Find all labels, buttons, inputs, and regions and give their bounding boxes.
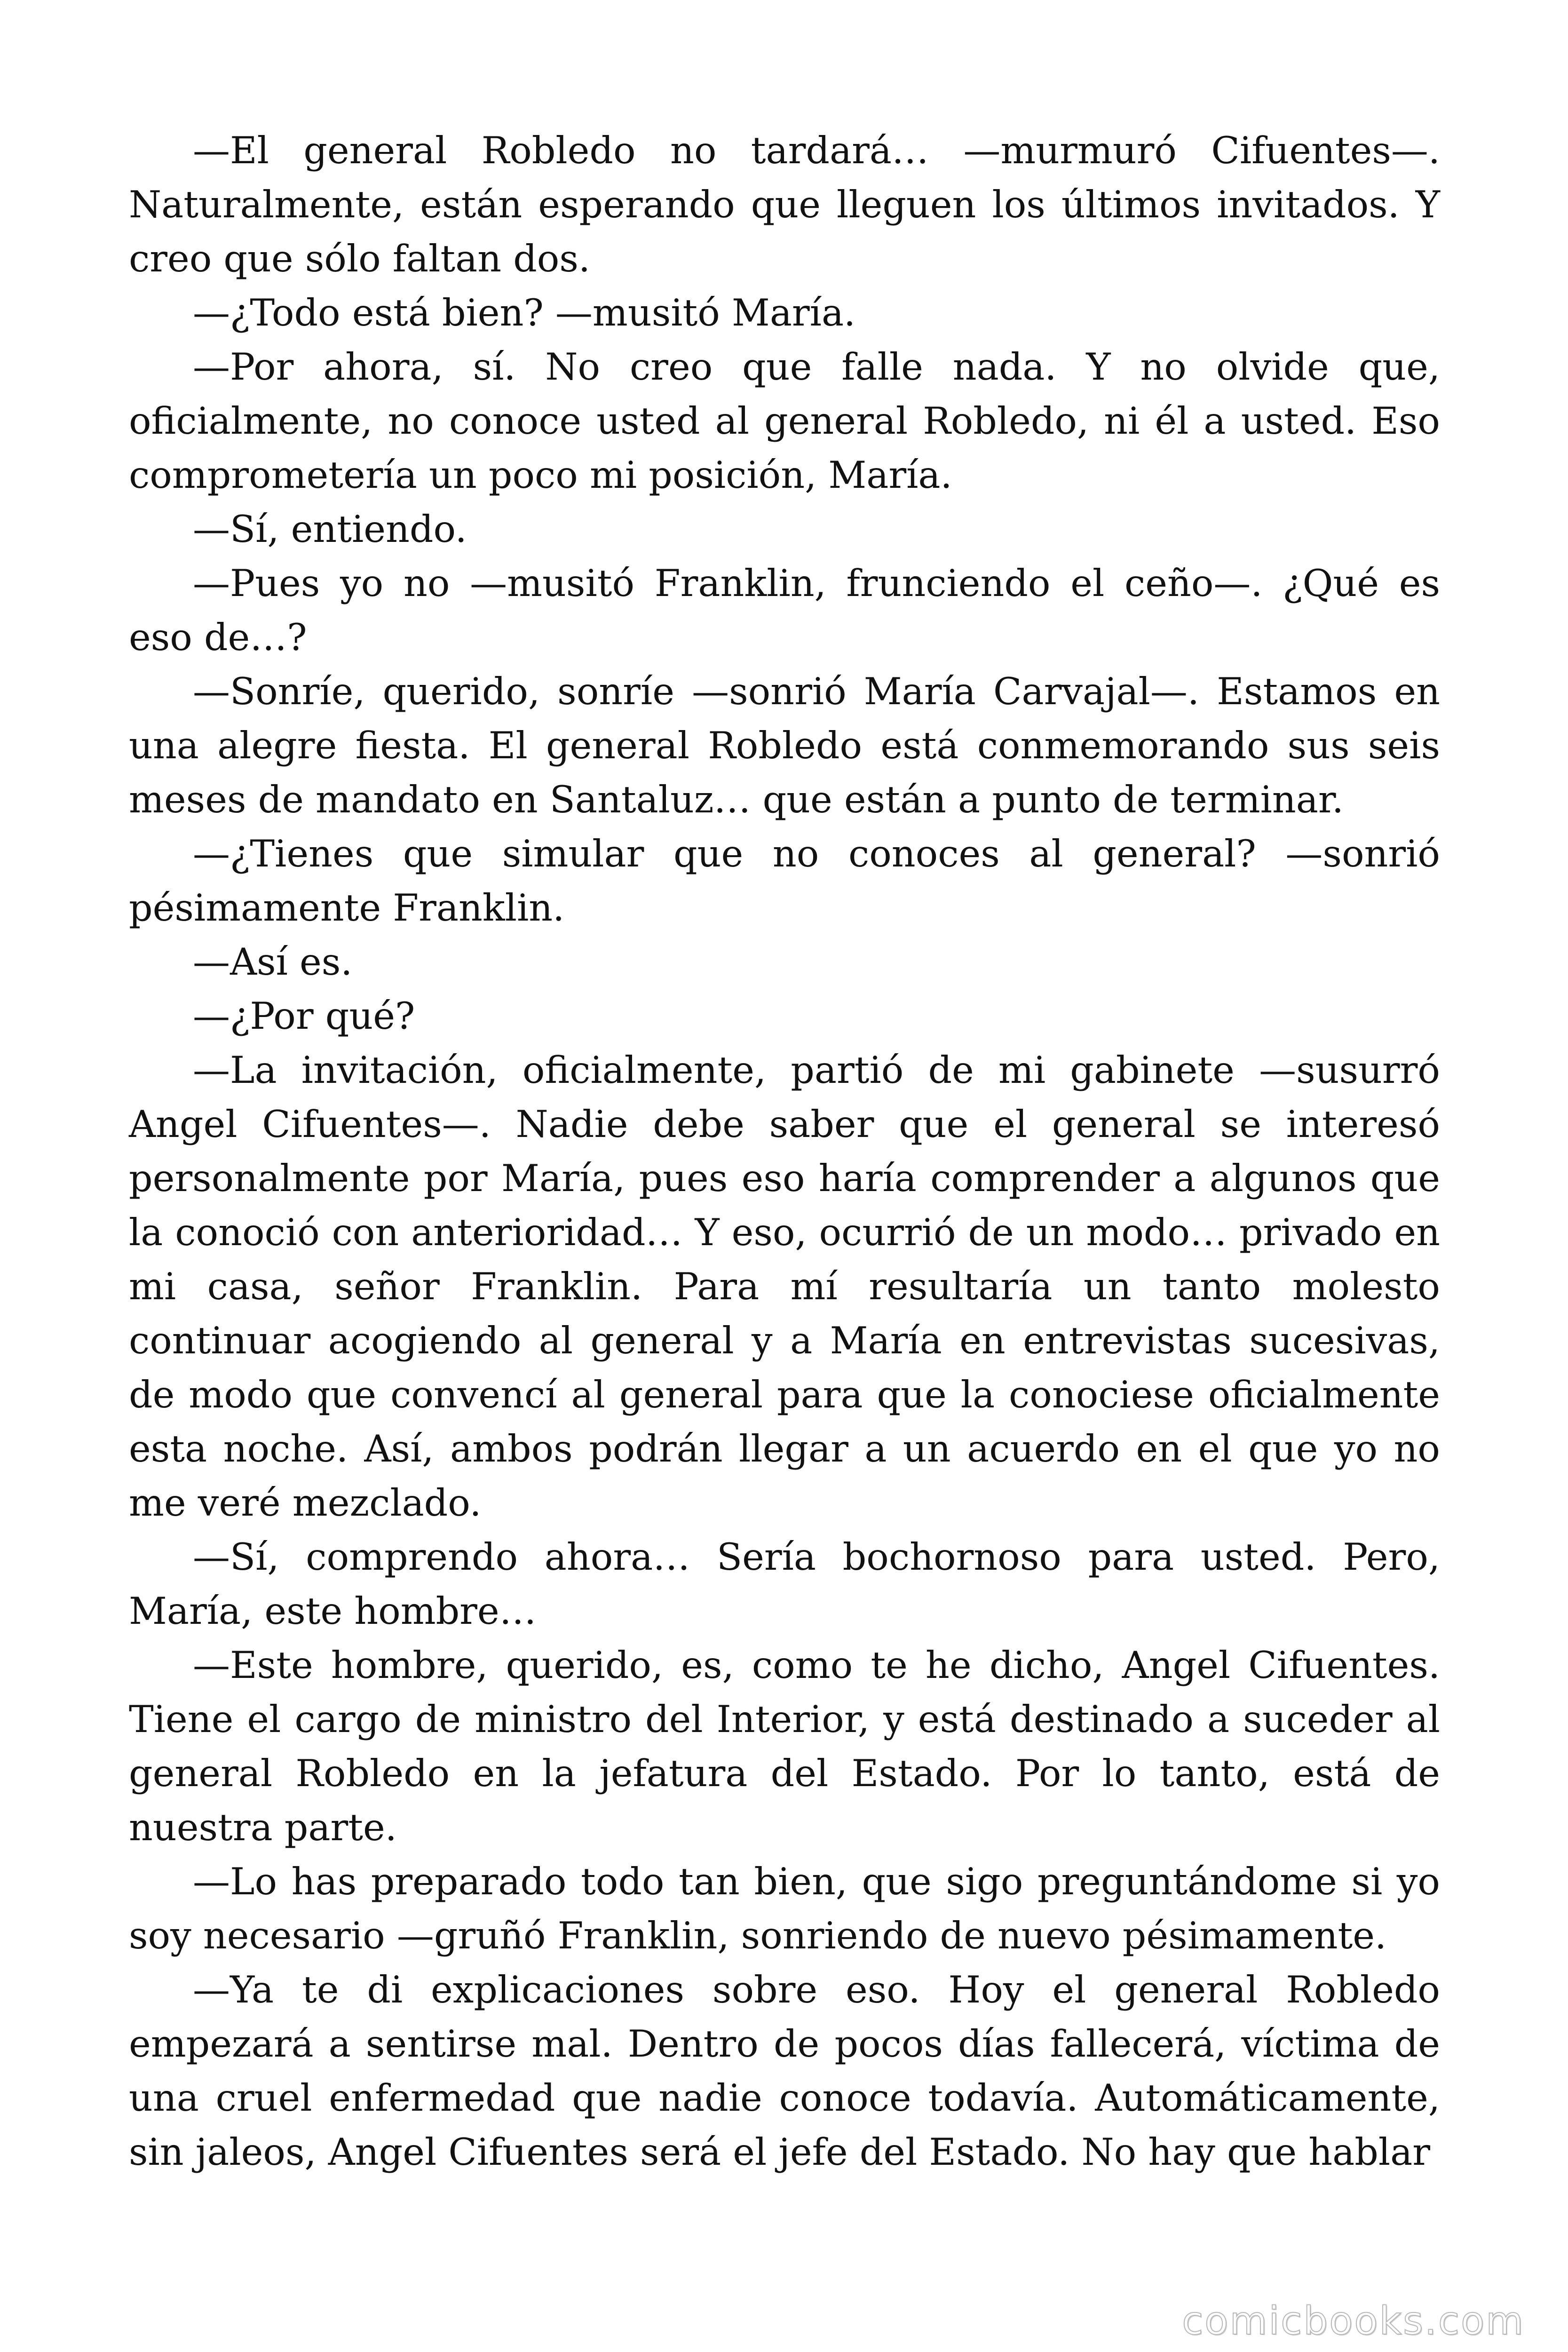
paragraph: —Así es.	[193, 940, 353, 984]
paragraph: —¿Por qué?	[193, 994, 415, 1038]
paragraph: —Lo has preparado todo tan bien, que sigo preguntándome si yo soy necesario —gruñó Franklin, sonriendo de nuevo pésimamente.	[129, 1860, 1440, 1957]
paragraph: —Sonríe, querido, sonríe —sonrió María Carvajal—. Estamos en una alegre fiesta. El general Robledo está conmemorando sus seis meses de mandato en Santaluz… que están a punto de terminar.	[129, 670, 1440, 821]
paragraph: —Este hombre, querido, es, como te he dicho, Angel Cifuentes. Tiene el cargo de ministro del Interior, y está destinado a suceder al general Robledo en la jefatura del Estado. Por lo tanto, está de nuestra parte.	[129, 1644, 1440, 1849]
paragraph: —Sí, comprendo ahora… Sería bochornoso para usted. Pero, María, este hombre…	[129, 1535, 1440, 1633]
paragraph: —Por ahora, sí. No creo que falle nada. Y no olvide que, oficialmente, no conoce usted al general Robledo, ni él a usted. Eso comprometería un poco mi posición, María.	[129, 345, 1440, 497]
paragraph: —El general Robledo no tardará… —murmuró Cifuentes—. Naturalmente, están esperando que lleguen los últimos invitados. Y creo que sólo faltan dos.	[129, 129, 1440, 280]
watermark-text: comicbooks.com	[1182, 2299, 1525, 2344]
paragraph: —Ya te di explicaciones sobre eso. Hoy el general Robledo empezará a sentirse mal. Dentro de pocos días fallecerá, víctima de una cruel enfermedad que nadie conoce todavía. Automáticamente, sin jaleos, Angel Cifuentes será el jefe del Estado. No hay que hablar	[129, 1968, 1440, 2174]
paragraph: —La invitación, oficialmente, partió de mi gabinete —susurró Angel Cifuentes—. Nadie debe saber que el general se interesó personalmente por María, pues eso haría comprender a algunos que la conoció con anterioridad… Y eso, ocurrió de un modo… privado en mi casa, señor Franklin. Para mí resultaría un tanto molesto continuar acogiendo al general y a María en entrevistas sucesivas, de modo que convencí al general para que la conociese oficialmente esta noche. Así, ambos podrán llegar a un acuerdo en el que yo no me veré mezclado.	[129, 1049, 1440, 1525]
paragraph: —Pues yo no —musitó Franklin, frunciendo el ceño—. ¿Qué es eso de…?	[129, 562, 1440, 659]
page-text	[129, 124, 1440, 2179]
paragraph: —Sí, entiendo.	[193, 508, 467, 551]
paragraph: —¿Tienes que simular que no conoces al general? —sonrió pésimamente Franklin.	[129, 832, 1440, 930]
paragraph: —¿Todo está bien? —musitó María.	[193, 291, 856, 334]
